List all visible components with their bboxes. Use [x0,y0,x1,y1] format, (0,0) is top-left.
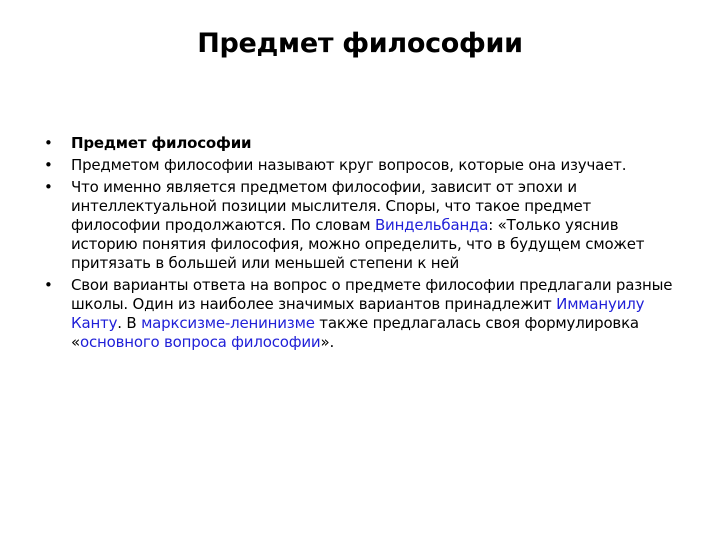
bullet-text-segment: Предметом философии называют круг вопросов, которые она изучает. [71,156,627,174]
link-marxism-leninism[interactable]: марксизме-ленинизме [141,314,315,332]
bullet-text-segment: также предлагалась своя формулировка « [71,314,639,351]
bullet-text-segment: : «Только уяснив историю понятия философия, можно определить, что в будущем сможет притязать в большей или меньшей степени к ней [71,216,645,272]
link-basic-question-of-philosophy[interactable]: основного вопроса философии [79,333,321,351]
bullet-marker: • [44,276,53,294]
bullet-item [44,156,684,175]
bullet-text [71,276,672,351]
bullet-text [71,134,251,152]
bullet-marker: • [44,156,53,174]
bullet-marker: • [44,134,53,152]
bullet-item [44,134,684,153]
bullet-text-segment: Свои варианты ответа на вопрос о предмете философии предлагали разные школы. Один из наиболее значимых вариантов принадлежит [71,276,673,313]
bullet-heading: Предмет философии [71,134,252,152]
link-immanuel-kant[interactable]: Иммануилу Канту [71,295,645,332]
bullet-text [71,178,644,272]
slide-title: Предмет философии [197,28,523,59]
bullet-text [71,156,626,174]
bullet-text-segment: Что именно является предметом философии, зависит от эпохи и интеллектуальной позиции мыслителя. Споры, что такое предмет философии продолжаются. По словам [71,178,592,234]
bullet-marker: • [44,178,53,196]
bullet-item [44,276,684,352]
link-windelband[interactable]: Виндельбанда [374,216,489,234]
bullet-item [44,178,684,273]
bullet-text-segment: ». [320,333,335,351]
bullet-list [44,134,684,355]
bullet-text-segment: . В [117,314,142,332]
